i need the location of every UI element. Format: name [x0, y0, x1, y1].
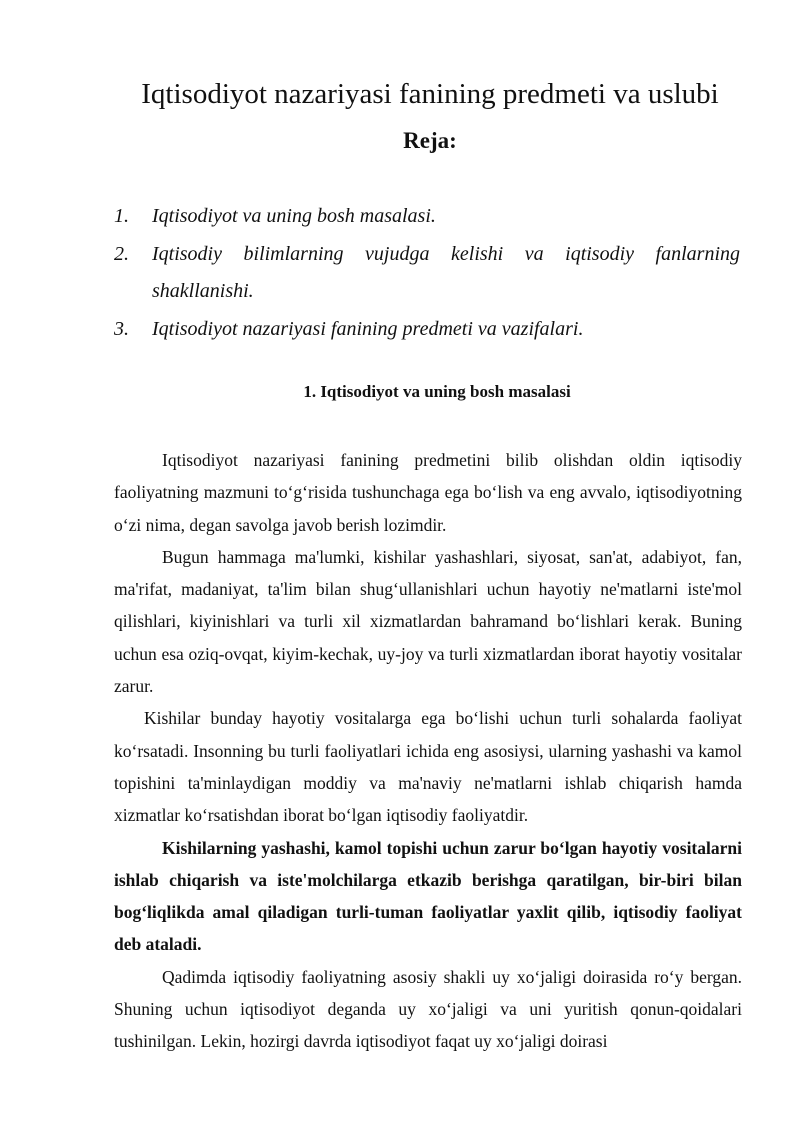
plan-item — [114, 236, 740, 311]
plan-item-number: 1. — [114, 205, 129, 227]
plan-item-text: Iqtisodiyot va uning bosh masalasi. — [152, 205, 436, 227]
plan-heading: Reja: — [403, 128, 457, 153]
paragraph: Iqtisodiyot nazariyasi fanining predmetini bilib olishdan oldin iqtisodiy faoliyatning mazmuni to‘g‘risida tushunchaga ega bo‘lish va eng avvalo, iqtisodiyotning o‘zi nima, degan savolga javob berish lozimdir. — [114, 450, 742, 535]
paragraph: Bugun hammaga ma'lumki, kishilar yashashlari, siyosat, san'at, adabiyot, fan, ma'rifat, madaniyat, ta'lim bilan shug‘ullanishlari uchun hayotiy ne'matlarni iste'mol qilishlari, kiyinishlari va turli xil xizmatlardan bahramand bo‘lishlari kerak. Buning uchun esa oziq-ovqat, kiyim-kechak, uy-joy va turli xizmatlardan iborat hayotiy vositalar zarur. — [114, 546, 742, 697]
plan-item-number: 3. — [114, 317, 129, 340]
plan-item-number: 2. — [114, 242, 129, 265]
section-heading: 1. Iqtisodiyot va uning bosh masalasi — [303, 382, 571, 401]
plan-item-text: Iqtisodiyot nazariyasi fanining predmeti va vazifalari. — [152, 317, 584, 340]
definition-paragraph: Kishilarning yashashi, kamol topishi uchun zarur bo‘lgan hayotiy vositalarni ishlab chiqarish va iste'molchilarga etkazib berishga qaratilgan, bir-biri bilan bog‘liqlikda amal qiladigan turli-tuman faoliyatlar yaxlit qilib, iqtisodiy faoliyat deb ataladi. — [114, 837, 742, 955]
plan-item — [114, 311, 740, 349]
paragraph: Qadimda iqtisodiy faoliyatning asosiy shakli uy xo‘jaligi doirasida ro‘y bergan. Shuning uchun iqtisodiyot deganda uy xo‘jaligi va uni yuritish qonun-qoidalari tushinilgan. Lekin, hozirgi davrda iqtisodiyot faqat uy xo‘jaligi doirasi — [114, 966, 742, 1052]
document-title: Iqtisodiyot nazariyasi fanining predmeti va uslubi — [141, 78, 719, 110]
plan-list — [114, 198, 740, 348]
plan-item — [114, 198, 740, 236]
body-text — [114, 444, 742, 1058]
plan-item-text: Iqtisodiy bilimlarning vujudga kelishi va iqtisodiy fanlarning shakllanishi. — [152, 242, 740, 302]
paragraph: Kishilar bunday hayotiy vositalarga ega bo‘lishi uchun turli sohalarda faoliyat ko‘rsatadi. Insonning bu turli faoliyatlari ichida eng asosiysi, ularning yashashi va kamol topishini ta'minlaydigan moddiy va ma'naviy ne'matlarni ishlab chiqarish hamda xizmatlar ko‘rsatishdan iborat bo‘lgan iqtisodiy faoliyatdir. — [114, 708, 742, 826]
